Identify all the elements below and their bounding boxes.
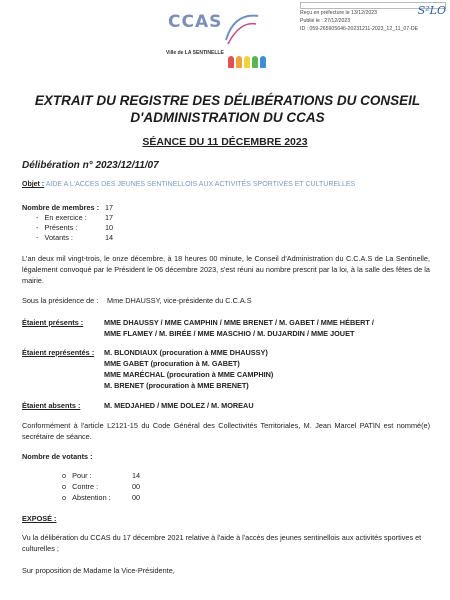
expose-proposition: Sur proposition de Madame la Vice-Présidente, <box>22 566 175 575</box>
votants-label: Nombre de votants : <box>22 452 93 461</box>
intro-paragraph: L'an deux mil vingt-trois, le onze décembre, à 18 heures 00 minute, le Conseil d'Administration du C.C.A.S de La Sentinelle, légalement convoqué par le Président le 06 décembre 2023, s'est réuni au nombre prescrit par la loi, à la salle des fêtes de la mairie. <box>22 254 430 285</box>
presents-list: MME DHAUSSY / MME CAMPHIN / MME BRENET / M. GABET / MME HÉBERT / MME FLAMEY / M. BIRÉE / MME MASCHIO / M. DUJARDIN / MME JOUET <box>104 318 374 338</box>
deliberation-number: Délibération n° 2023/12/11/07 <box>22 160 159 171</box>
presidence-label: Sous la présidence de : <box>22 296 99 305</box>
representes-label: Étaient représentés : <box>22 348 95 357</box>
membres-value-exercice: 17 <box>105 213 114 222</box>
secretaire-paragraph: Conformément à l'article L2121-15 du Code Général des Collectivités Territoriales, M. Jean Marcel PATIN est nommé(e) secrétaire de séance. <box>22 421 430 441</box>
expose-vu: Vu la délibération du CCAS du 17 décembre 2021 relative à l'aide à l'accès des jeunes sentinellois aux activités sportives et culturelles ; <box>22 533 422 553</box>
stamp-id: ID : 059-265905646-20231211-2023_12_11_07-DE <box>300 25 419 32</box>
votants-value-pour: 14 <box>132 471 141 480</box>
stamp-logo: S²LO <box>417 4 446 17</box>
presents-label: Étaient présents : <box>22 318 84 327</box>
absents-label: Étaient absents : <box>22 401 81 410</box>
membres-row-presents: - Présents : <box>36 223 78 232</box>
membres-row-votants: - Votants : <box>36 233 73 242</box>
votants-row-contre: o Contre : <box>62 482 99 491</box>
absents-list: M. MEDJAHED / MME DOLEZ / M. MOREAU <box>104 401 254 410</box>
seance-date: SÉANCE DU 11 DÉCEMBRE 2023 <box>142 136 308 148</box>
presidence-value: Mme DHAUSSY, vice-présidente du C.C.A.S <box>107 296 252 305</box>
prefecture-stamp <box>296 0 450 35</box>
ccas-logo <box>160 10 270 70</box>
votants-row-abstention: o Abstention : <box>62 493 111 502</box>
logo-wordmark: CCAS <box>168 12 223 32</box>
membres-value-votants: 14 <box>105 233 114 242</box>
votants-value-contre: 00 <box>132 482 141 491</box>
stamp-published: Publié le : 27/12/2023 <box>300 17 351 24</box>
logo-figures-icon <box>176 56 266 70</box>
logo-swirl-icon <box>222 10 262 48</box>
votants-row-pour: o Pour : <box>62 471 92 480</box>
membres-total: 17 <box>105 203 114 212</box>
logo-ville: Ville de LA SENTINELLE <box>166 50 224 56</box>
stamp-received: Reçu en préfecture le 13/12/2023 <box>300 10 378 16</box>
representes-list: M. BLONDIAUX (procuration à MME DHAUSSY) MME GABET (procuration à M. GABET) MME MARÉCHAL (procuration à MME CAMPHIN) M. BRENET (procuration à MME BRENET) <box>104 348 274 390</box>
objet-value: AIDE A L'ACCES DES JEUNES SENTINELLOIS AUX ACTIVITÉS SPORTIVES ET CULTURELLES <box>45 181 356 188</box>
objet-line <box>22 181 355 188</box>
expose-label: EXPOSÉ : <box>22 514 57 523</box>
membres-value-presents: 10 <box>105 223 114 232</box>
membres-row-exercice: - En exercice : <box>36 213 87 222</box>
document-title: EXTRAIT DU REGISTRE DES DÉLIBÉRATIONS DU CONSEIL D'ADMINISTRATION DU CCAS <box>34 93 421 125</box>
votants-value-abstention: 00 <box>132 493 141 502</box>
membres-label: Nombre de membres : <box>22 203 100 212</box>
objet-label: Objet : <box>22 181 45 188</box>
